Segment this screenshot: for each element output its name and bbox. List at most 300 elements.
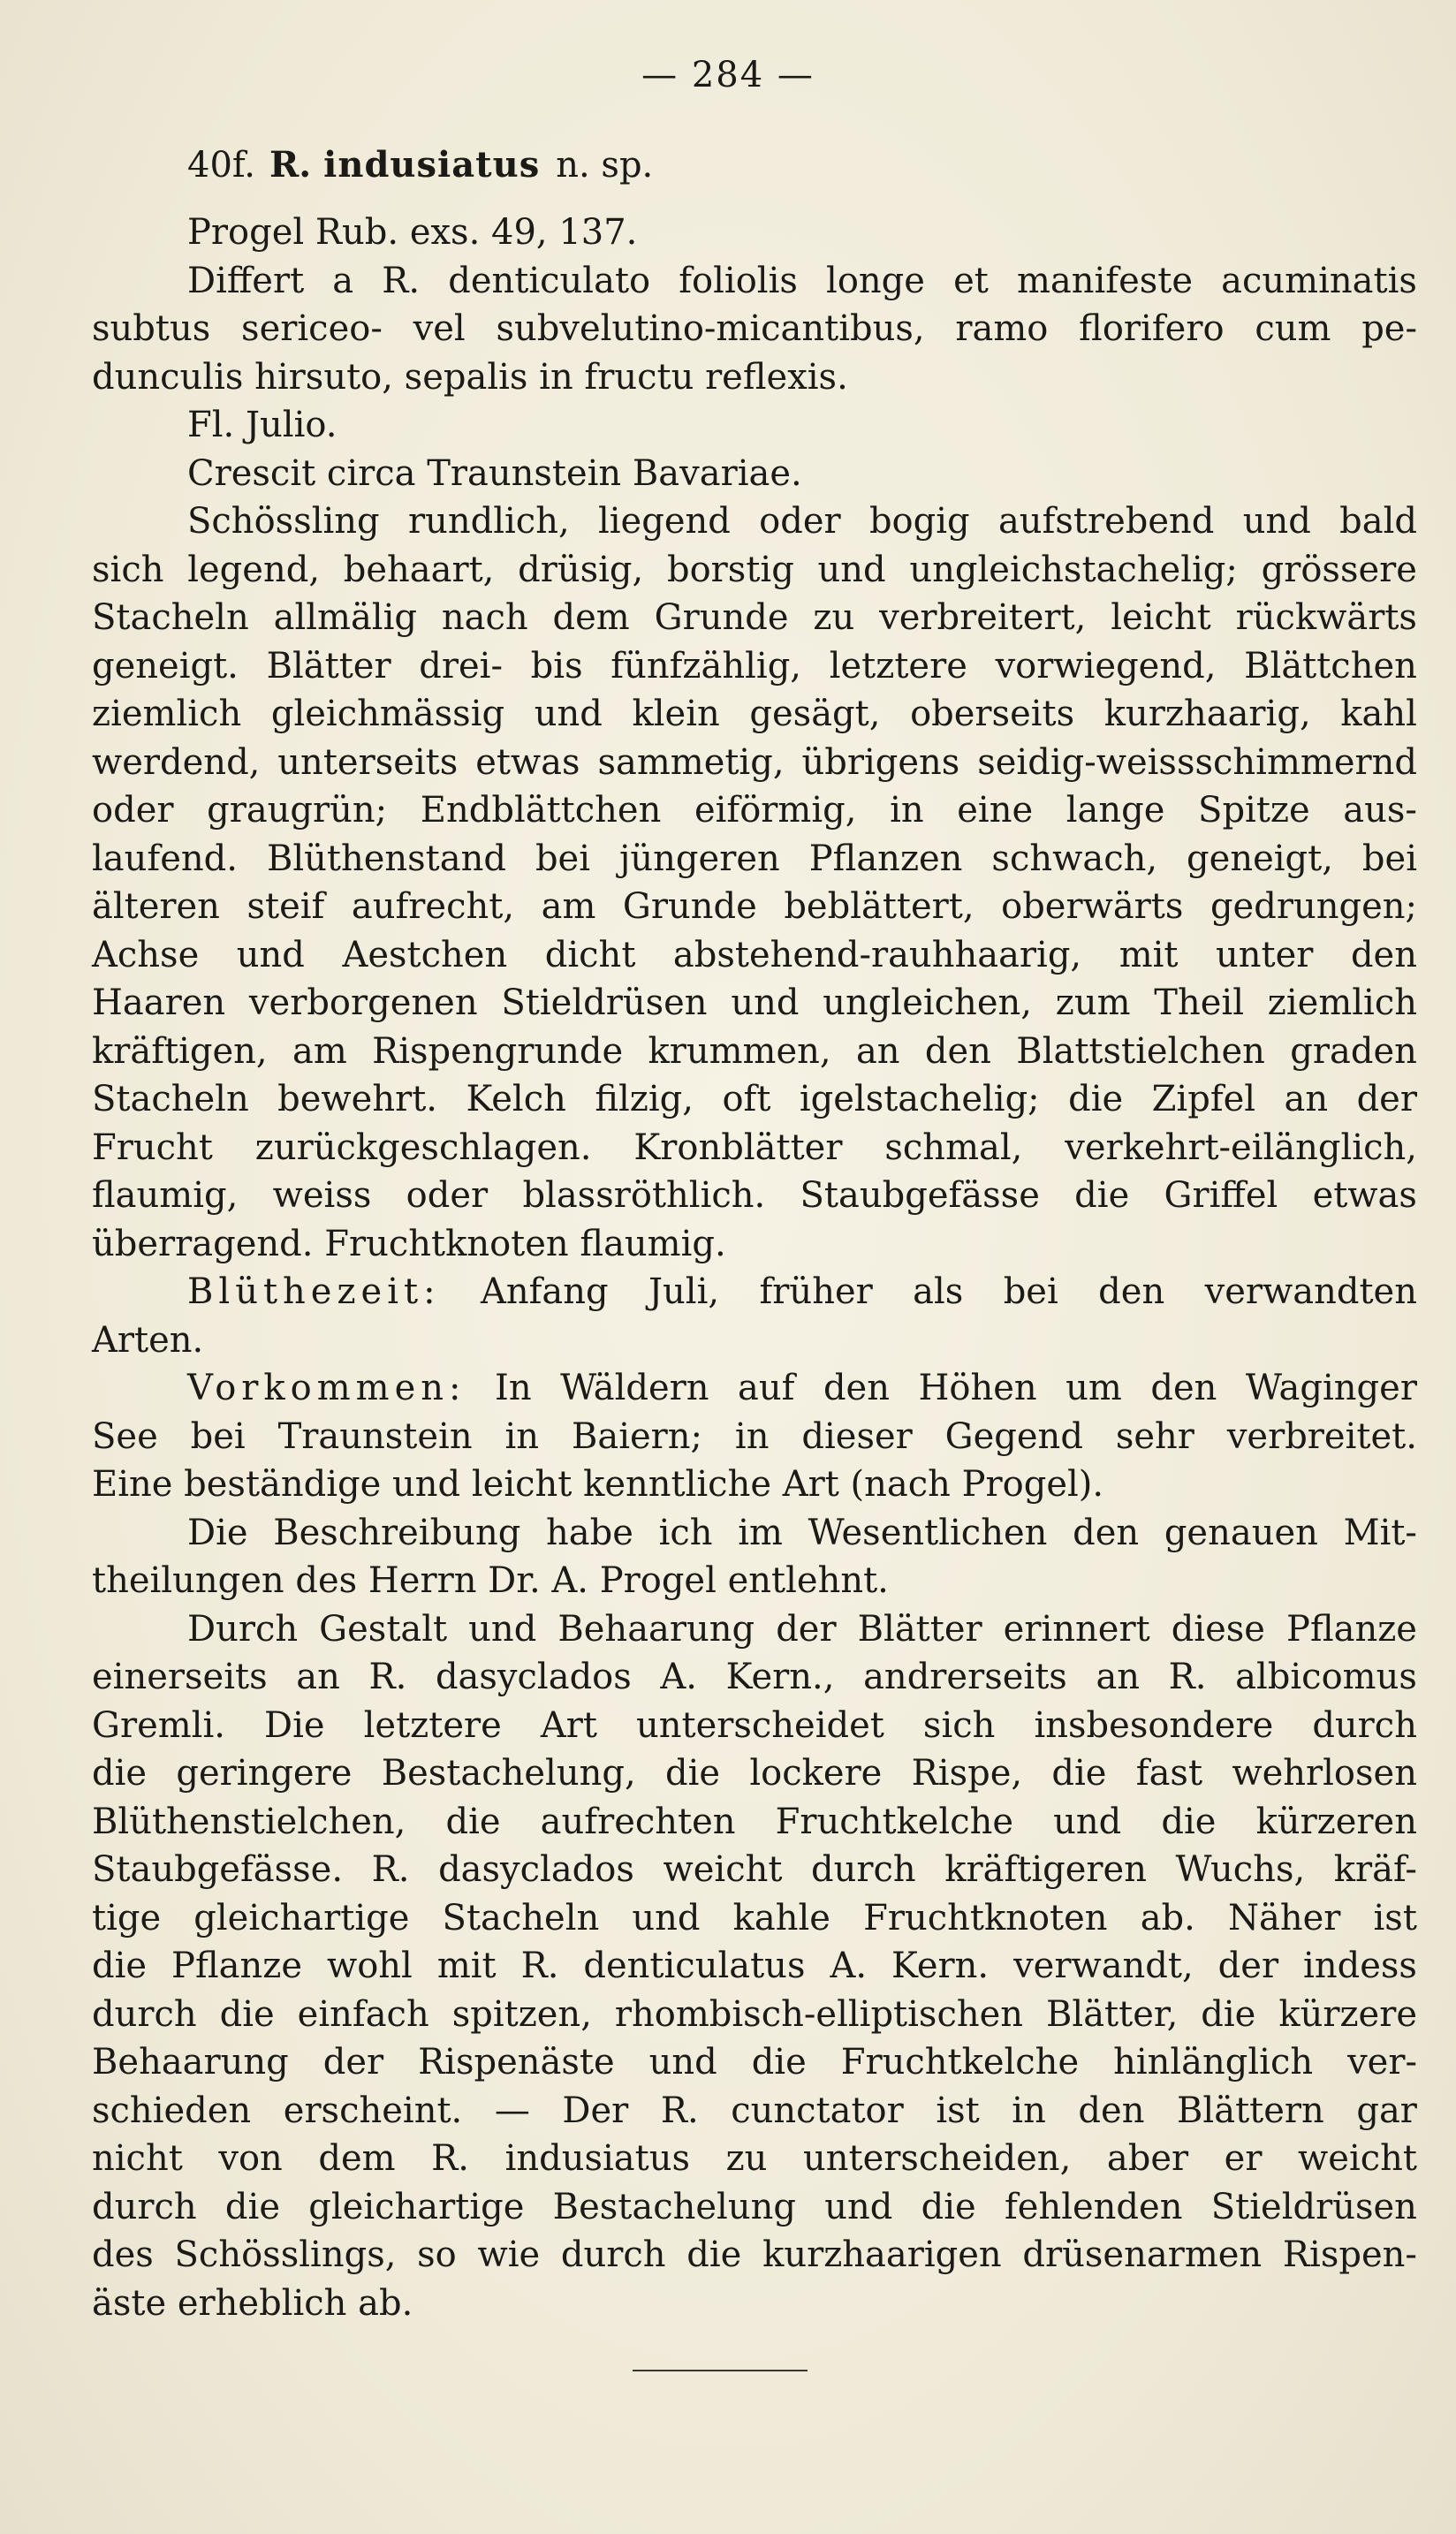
word: bei — [1361, 838, 1417, 879]
word: der — [322, 2042, 384, 2083]
word: so — [417, 2234, 457, 2275]
word: kurzhaarigen — [762, 2234, 1002, 2275]
word: diese — [1171, 1608, 1265, 1650]
word: kurzhaarig, — [1103, 694, 1311, 734]
word: gesägt, — [749, 694, 881, 734]
word: Behaarung — [92, 2042, 289, 2083]
word: die — [921, 2186, 976, 2227]
word: Theil — [1154, 982, 1244, 1023]
word: die — [1201, 1993, 1256, 2035]
word: die — [92, 1753, 148, 1794]
line-text: Fl. Julio. — [187, 405, 337, 445]
word: unter — [1216, 934, 1314, 975]
word: dicht — [544, 934, 636, 975]
word: bald — [1339, 501, 1417, 542]
word: Gegend — [944, 1415, 1083, 1457]
word: Schösslings, — [174, 2234, 397, 2275]
word: Stieldrüsen — [1210, 2186, 1417, 2227]
word: graden — [1290, 1030, 1417, 1072]
word: und — [1053, 1801, 1122, 1842]
text-line — [92, 2135, 1417, 2183]
text-line — [92, 979, 1417, 1028]
word: Die — [264, 1704, 325, 1746]
word: insbesondere — [1034, 1704, 1274, 1746]
word: die — [665, 1753, 721, 1794]
word: liegend — [597, 501, 731, 542]
word: den — [924, 1030, 991, 1072]
word: fast — [1135, 1753, 1203, 1794]
word: Rispenäste — [418, 2042, 615, 2083]
word: die — [1068, 1079, 1124, 1119]
word: und — [468, 1608, 537, 1650]
text-line — [92, 931, 1417, 980]
word: Haaren — [92, 982, 226, 1023]
word: die — [219, 1993, 275, 2035]
word: beblättert, — [784, 886, 974, 927]
line-text: theilungen des Herrn Dr. A. Progel entlehnt. — [92, 1560, 889, 1601]
text-line — [92, 2280, 1417, 2328]
word: acuminatis — [1221, 260, 1417, 301]
text-line — [92, 1509, 1417, 1558]
word: Blüthenstielchen, — [92, 1801, 406, 1842]
word: bogig — [868, 501, 970, 542]
word: Wesentlichen — [808, 1512, 1048, 1553]
word: Blattstielchen — [1016, 1030, 1265, 1072]
word: in — [504, 1415, 540, 1457]
word: fehlenden — [1004, 2186, 1183, 2227]
word: wohl — [326, 1946, 413, 1986]
word: bei — [1003, 1271, 1058, 1312]
word: Rispe, — [911, 1753, 1023, 1794]
word: Behaarung — [557, 1608, 755, 1650]
text-line — [92, 739, 1417, 787]
word: grössere — [1261, 549, 1417, 590]
word: durch — [92, 2186, 197, 2227]
word: den — [1150, 1368, 1217, 1408]
word: weicht — [1298, 2138, 1417, 2179]
word: auf — [738, 1368, 795, 1408]
word: cunctator — [731, 2090, 904, 2131]
word: Der — [562, 2090, 629, 2131]
word: Frucht — [92, 1127, 213, 1168]
word: seidig-weissschimmernd — [977, 741, 1417, 783]
text-line — [92, 1749, 1417, 1798]
word: ziemlich — [1267, 982, 1417, 1023]
word: R. — [368, 1657, 407, 1697]
word: genauen — [1164, 1512, 1318, 1553]
word: behaart, — [343, 549, 495, 590]
word: unterscheidet — [635, 1704, 884, 1746]
word: durch — [560, 2234, 666, 2275]
text-line — [92, 2038, 1417, 2087]
word: Die — [187, 1512, 248, 1553]
word: und — [534, 694, 603, 734]
word: Kern. — [891, 1946, 990, 1986]
word: kräftigeren — [944, 1849, 1147, 1890]
word: der — [776, 1608, 837, 1650]
word: Wäldern — [560, 1368, 709, 1408]
word: schwach, — [991, 838, 1158, 879]
word: von — [218, 2138, 283, 2179]
word: longe — [826, 260, 925, 301]
word: dasyclados — [438, 1849, 634, 1890]
word: den — [1078, 2090, 1145, 2131]
word: bewehrt. — [277, 1079, 438, 1119]
word: die — [92, 1946, 148, 1986]
word: bei — [190, 1415, 246, 1457]
page-number: — 284 — — [641, 55, 815, 95]
word: R. — [520, 1946, 559, 1986]
word: den — [1098, 1271, 1165, 1312]
word: gleichartige — [308, 2186, 525, 2227]
word: Bestachelung — [552, 2186, 796, 2227]
word: allmälig — [273, 597, 417, 638]
text-line — [92, 1172, 1417, 1220]
text-line — [92, 1653, 1417, 1702]
word: unterseits — [277, 741, 459, 783]
text-line — [92, 1364, 1417, 1413]
word: gar — [1356, 2090, 1417, 2131]
word: Stieldrüsen — [501, 982, 708, 1023]
word: Grunde — [622, 886, 757, 927]
word: drüsig, — [518, 549, 644, 590]
word: er — [1224, 2138, 1263, 2179]
word: zum — [1055, 982, 1131, 1023]
word: R. — [1168, 1657, 1207, 1697]
word: und — [648, 2042, 717, 2083]
word: und — [1242, 501, 1311, 542]
word: letztere — [829, 645, 967, 687]
word: rundlich, — [407, 501, 570, 542]
word: einerseits — [92, 1657, 268, 1697]
text-line — [92, 690, 1417, 739]
word: dieser — [801, 1415, 913, 1457]
word: Juli, — [648, 1271, 720, 1312]
word: Staubgefässe — [800, 1175, 1040, 1216]
word: Rispen- — [1282, 2234, 1417, 2275]
word: gleichmässig — [270, 694, 505, 734]
word: Differt — [187, 260, 305, 301]
word: aber — [1106, 2138, 1189, 2179]
word: durch — [811, 1849, 916, 1890]
word: Rispengrunde — [372, 1030, 624, 1072]
word: hinlänglich — [1113, 2042, 1314, 2083]
word: R. — [371, 1849, 410, 1890]
word: Näher — [1227, 1897, 1341, 1938]
word: und — [817, 549, 886, 590]
text-line — [92, 1942, 1417, 1991]
word: zurückgeschlagen. — [254, 1127, 592, 1168]
word: Endblättchen — [420, 790, 662, 831]
word: Wuchs, — [1175, 1849, 1306, 1890]
section-label: Blüthezeit: — [187, 1271, 441, 1312]
word: Fruchtknoten — [863, 1897, 1108, 1938]
word: und — [632, 1897, 701, 1938]
text-line — [92, 353, 1417, 402]
word: Durch — [187, 1608, 299, 1650]
text-line — [92, 1605, 1417, 1654]
line-text: Arten. — [92, 1319, 204, 1361]
word: Gremli. — [92, 1704, 225, 1746]
word: See — [92, 1415, 158, 1457]
word: et — [953, 260, 989, 301]
word: Waginger — [1245, 1368, 1417, 1408]
word: dem — [552, 597, 630, 638]
word: graugrün; — [207, 790, 388, 831]
text-line — [92, 1124, 1417, 1172]
word: im — [738, 1512, 783, 1553]
word: bei — [535, 838, 591, 879]
word: verkehrt-eilänglich, — [1065, 1127, 1417, 1168]
word: drei- — [419, 645, 503, 687]
word: Blätter, — [1046, 1993, 1179, 2035]
text-line — [92, 642, 1417, 691]
section-label: Vorkommen: — [187, 1368, 466, 1408]
text-body — [92, 209, 1417, 2327]
word: eiförmig, — [694, 790, 857, 831]
word: schmal, — [884, 1127, 1023, 1168]
word: nicht — [92, 2138, 183, 2179]
text-line — [92, 546, 1417, 595]
word: leicht — [1111, 597, 1211, 638]
word: oberwärts — [1001, 886, 1184, 927]
word: den — [1350, 934, 1417, 975]
text-line — [92, 786, 1417, 835]
word: an — [855, 1030, 900, 1072]
word: oder — [92, 790, 174, 831]
word: denticulato — [448, 260, 651, 301]
word: sich — [92, 549, 164, 590]
word: den — [823, 1368, 890, 1408]
word: albicomus — [1235, 1657, 1417, 1697]
word: unterscheiden, — [802, 2138, 1072, 2179]
word: ungleichen, — [823, 982, 1032, 1023]
word: indusiatus — [504, 2138, 691, 2179]
word: ungleichstachelig; — [909, 549, 1238, 590]
word: gleichartige — [193, 1897, 410, 1938]
species-number: 40f. — [187, 145, 255, 186]
text-line — [92, 1268, 1417, 1316]
word: weiss — [272, 1175, 372, 1216]
word: die — [751, 2042, 807, 2083]
word: Pflanze — [1286, 1608, 1417, 1650]
word: sericeo- — [241, 308, 383, 349]
word: etwas — [1312, 1175, 1417, 1216]
word: legend, — [187, 549, 321, 590]
word: Spitze — [1198, 790, 1310, 831]
word: zu — [813, 597, 855, 638]
word: Achse — [92, 934, 200, 975]
word: vel — [413, 308, 466, 349]
text-line — [92, 1702, 1417, 1750]
word: in — [890, 790, 924, 831]
text-line — [92, 1846, 1417, 1894]
word: lange — [1065, 790, 1165, 831]
word: kürzeren — [1255, 1801, 1417, 1842]
word: wehrlosen — [1232, 1753, 1417, 1794]
word: filzig, — [595, 1079, 694, 1119]
word: kürzere — [1278, 1993, 1417, 2035]
text-line — [92, 1413, 1417, 1461]
word: vorwiegend, — [995, 645, 1217, 687]
word: Kern., — [725, 1657, 835, 1697]
word: ist — [936, 2090, 980, 2131]
word: Beschreibung — [273, 1512, 521, 1553]
text-line — [92, 209, 1417, 257]
word: sich — [922, 1704, 996, 1746]
word: weicht — [663, 1849, 783, 1890]
word: letztere — [363, 1704, 502, 1746]
word: geneigt. — [92, 645, 239, 687]
word: Staubgefässe. — [92, 1849, 344, 1890]
line-text: Crescit circa Traunstein Bavariae. — [187, 452, 802, 494]
word: Stacheln — [92, 1079, 249, 1119]
word: Blättern — [1177, 2090, 1324, 2131]
word: sehr — [1115, 1415, 1194, 1457]
word: Anfang — [480, 1271, 609, 1312]
word: Fruchtkelche — [775, 1801, 1014, 1842]
word: an — [1284, 1079, 1329, 1119]
word: tige — [92, 1897, 162, 1938]
word: gedrungen; — [1210, 886, 1417, 927]
word: geringere — [176, 1753, 353, 1794]
word: blassröthlich. — [522, 1175, 766, 1216]
page-body — [92, 141, 1417, 2327]
word: Blättchen — [1244, 645, 1417, 687]
word: klein — [632, 694, 720, 734]
word: oder — [759, 501, 841, 542]
word: oft — [722, 1079, 771, 1119]
word: Aestchen — [342, 934, 508, 975]
word: nach — [441, 597, 528, 638]
word: aus- — [1343, 790, 1417, 831]
word: sammetig, — [597, 741, 785, 783]
word: habe — [546, 1512, 633, 1553]
line-text: Progel Rub. exs. 49, 137. — [187, 212, 638, 253]
word: borstig — [666, 549, 794, 590]
word: cum — [1255, 308, 1331, 349]
word: und — [824, 2186, 893, 2227]
word: geneigt, — [1187, 838, 1333, 879]
word: einfach — [297, 1993, 429, 2035]
word: spitzen, — [451, 1993, 592, 2035]
word: Stacheln — [92, 597, 249, 638]
word: der — [1356, 1079, 1417, 1119]
word: durch — [1312, 1704, 1417, 1746]
species-novelty: n. sp. — [556, 145, 654, 186]
word: zu — [725, 2138, 768, 2179]
text-line — [92, 450, 1417, 498]
word: Blätter — [857, 1608, 982, 1650]
word: R. — [660, 2090, 699, 2131]
word: durch — [92, 1993, 197, 2035]
word: lockere — [749, 1753, 883, 1794]
word: aufrecht, — [351, 886, 515, 927]
word: Pflanzen — [808, 838, 963, 879]
word: denticulatus — [583, 1946, 806, 1986]
word: andrerseits — [863, 1657, 1067, 1697]
word: des — [92, 2234, 154, 2275]
word: erinnert — [1003, 1608, 1150, 1650]
word: — — [494, 2090, 530, 2131]
text-line — [92, 257, 1417, 306]
word: die — [445, 1801, 501, 1842]
line-text: überragend. Fruchtknoten flaumig. — [92, 1223, 726, 1264]
word: am — [541, 886, 596, 927]
word: aufrechten — [540, 1801, 736, 1842]
word: die — [1161, 1801, 1217, 1842]
word: Grunde — [654, 597, 789, 638]
word: die — [686, 2234, 742, 2275]
word: kräf- — [1333, 1849, 1417, 1890]
word: Traunstein — [277, 1415, 473, 1457]
word: florifero — [1079, 308, 1225, 349]
end-rule — [633, 2370, 808, 2371]
word: verbreitert, — [879, 597, 1087, 638]
text-line — [92, 497, 1417, 546]
word: Fruchtkelche — [840, 2042, 1080, 2083]
word: Mit- — [1343, 1512, 1417, 1553]
word: kahle — [732, 1897, 830, 1938]
word: oberseits — [910, 694, 1075, 734]
word: oder — [406, 1175, 489, 1216]
line-text: äste erheblich ab. — [92, 2282, 413, 2324]
line-text: Eine beständige und leicht kenntliche Art (nach Progel). — [92, 1464, 1104, 1505]
word: verborgenen — [248, 982, 478, 1023]
word: werdend, — [92, 741, 261, 783]
word: am — [292, 1030, 347, 1072]
word: mit — [436, 1946, 497, 1986]
word: an — [1096, 1657, 1141, 1697]
genus-abbrev: R. — [269, 144, 312, 186]
text-line — [92, 1798, 1417, 1847]
word: Stacheln — [442, 1897, 600, 1938]
word: foliolis — [679, 260, 798, 301]
word: Blätter — [266, 645, 391, 687]
word: indess — [1303, 1946, 1417, 1986]
word: die — [1074, 1175, 1130, 1216]
word: und — [731, 982, 800, 1023]
word: Griffel — [1164, 1175, 1278, 1216]
word: die — [1051, 1753, 1107, 1794]
word: a — [332, 260, 354, 301]
word: steif — [246, 886, 325, 927]
word: verbreitet. — [1226, 1415, 1417, 1457]
word: Pflanze — [171, 1946, 302, 1986]
text-line — [92, 1991, 1417, 2039]
word: ich — [658, 1512, 713, 1553]
word: bis — [530, 645, 583, 687]
word: ziemlich — [92, 694, 242, 734]
word: subtus — [92, 308, 211, 349]
word: rhombisch-elliptischen — [614, 1993, 1024, 2035]
word: übrigens — [801, 741, 960, 783]
text-line — [92, 305, 1417, 353]
text-line — [92, 883, 1417, 931]
word: kahl — [1340, 694, 1417, 734]
word: Art — [540, 1704, 597, 1746]
text-line — [92, 1894, 1417, 1943]
species-heading — [92, 141, 1417, 200]
word: aufstrebend — [997, 501, 1215, 542]
word: manifeste — [1016, 260, 1194, 301]
word: erscheint. — [283, 2090, 463, 2131]
word: den — [1073, 1512, 1140, 1553]
word: Zipfel — [1151, 1079, 1256, 1119]
text-line — [92, 1028, 1417, 1076]
word: igelstachelig; — [799, 1079, 1040, 1119]
text-line — [92, 1316, 1417, 1365]
